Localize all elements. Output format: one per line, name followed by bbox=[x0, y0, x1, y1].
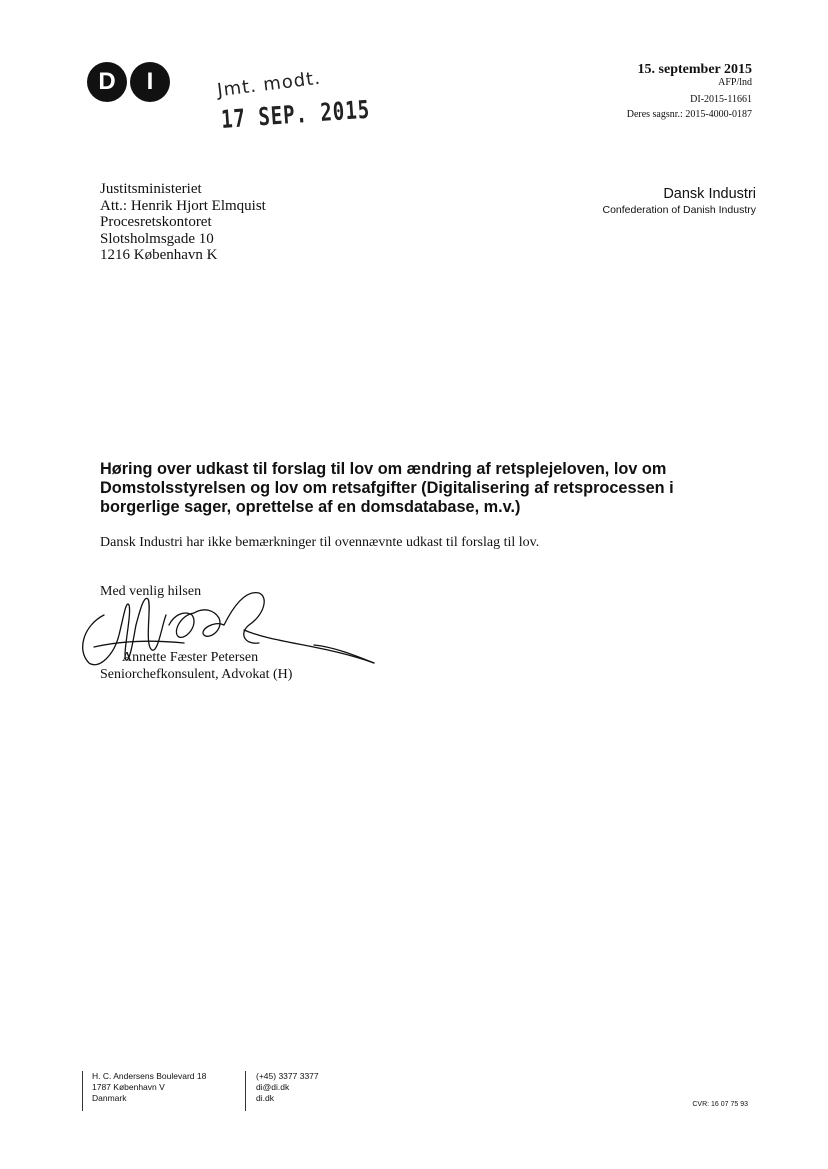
their-reference bbox=[627, 109, 752, 120]
signer-title: Seniorchefkonsulent, Advokat (H) bbox=[100, 667, 293, 682]
address-line: Slotsholmsgade 10 bbox=[100, 230, 214, 247]
footer-phone: (+45) 3377 3377 bbox=[256, 1071, 319, 1081]
logo-i bbox=[130, 62, 170, 102]
letter-date: 15. september 2015 bbox=[637, 62, 752, 77]
received-stamp-date: 17 SEP. 2015 bbox=[220, 95, 372, 135]
logo-d bbox=[87, 62, 127, 102]
address-line: Justitsministeriet bbox=[100, 181, 202, 197]
address-line: Procesretskontoret bbox=[100, 214, 212, 230]
footer-cvr: CVR: 16 07 75 93 bbox=[692, 1101, 748, 1108]
signer-name: Annette Fæster Petersen bbox=[122, 650, 259, 665]
footer-divider bbox=[245, 1071, 246, 1111]
initials: AFP/lnd bbox=[718, 77, 752, 88]
footer-address bbox=[92, 1071, 206, 1104]
footer-address-line: Danmark bbox=[92, 1093, 127, 1103]
received-stamp-label: Jmt. modt. bbox=[216, 67, 323, 102]
case-number: DI-2015-11661 bbox=[690, 94, 752, 105]
footer-website: di.dk bbox=[256, 1093, 274, 1103]
logo-letter-d: D bbox=[98, 68, 116, 95]
organization-subtitle: Confederation of Danish Industry bbox=[602, 204, 756, 216]
organization-block bbox=[602, 186, 756, 216]
letter-closing: Med venlig hilsen bbox=[100, 584, 202, 599]
address-line: 1216 København K bbox=[100, 247, 218, 263]
logo-letter-i: I bbox=[146, 68, 154, 95]
footer-address-line: 1787 København V bbox=[92, 1082, 165, 1092]
organization-name: Dansk Industri bbox=[663, 186, 756, 202]
their-reference-label: Deres sagsnr.: bbox=[626, 109, 683, 120]
their-reference-value: 2015-4000-0187 bbox=[685, 109, 752, 120]
footer-divider bbox=[82, 1071, 83, 1111]
footer-email: di@di.dk bbox=[256, 1082, 290, 1092]
footer-contact bbox=[256, 1071, 319, 1104]
letter-body: Dansk Industri har ikke bemærkninger til ovennævnte udkast til forslag til lov. bbox=[100, 535, 540, 550]
address-line: Att.: Henrik Hjort Elmquist bbox=[100, 197, 266, 214]
recipient-address bbox=[100, 181, 266, 264]
letter-subject: Høring over udkast til forslag til lov om ændring af retsplejeloven, lov om Domstolsstyrelsen og lov om retsafgifter (Digitalisering af retsprocessen i borgerlige sager, oprettelse af en domsdatabase, m.v.) bbox=[100, 460, 674, 516]
footer-address-line: H. C. Andersens Boulevard 18 bbox=[92, 1071, 207, 1081]
